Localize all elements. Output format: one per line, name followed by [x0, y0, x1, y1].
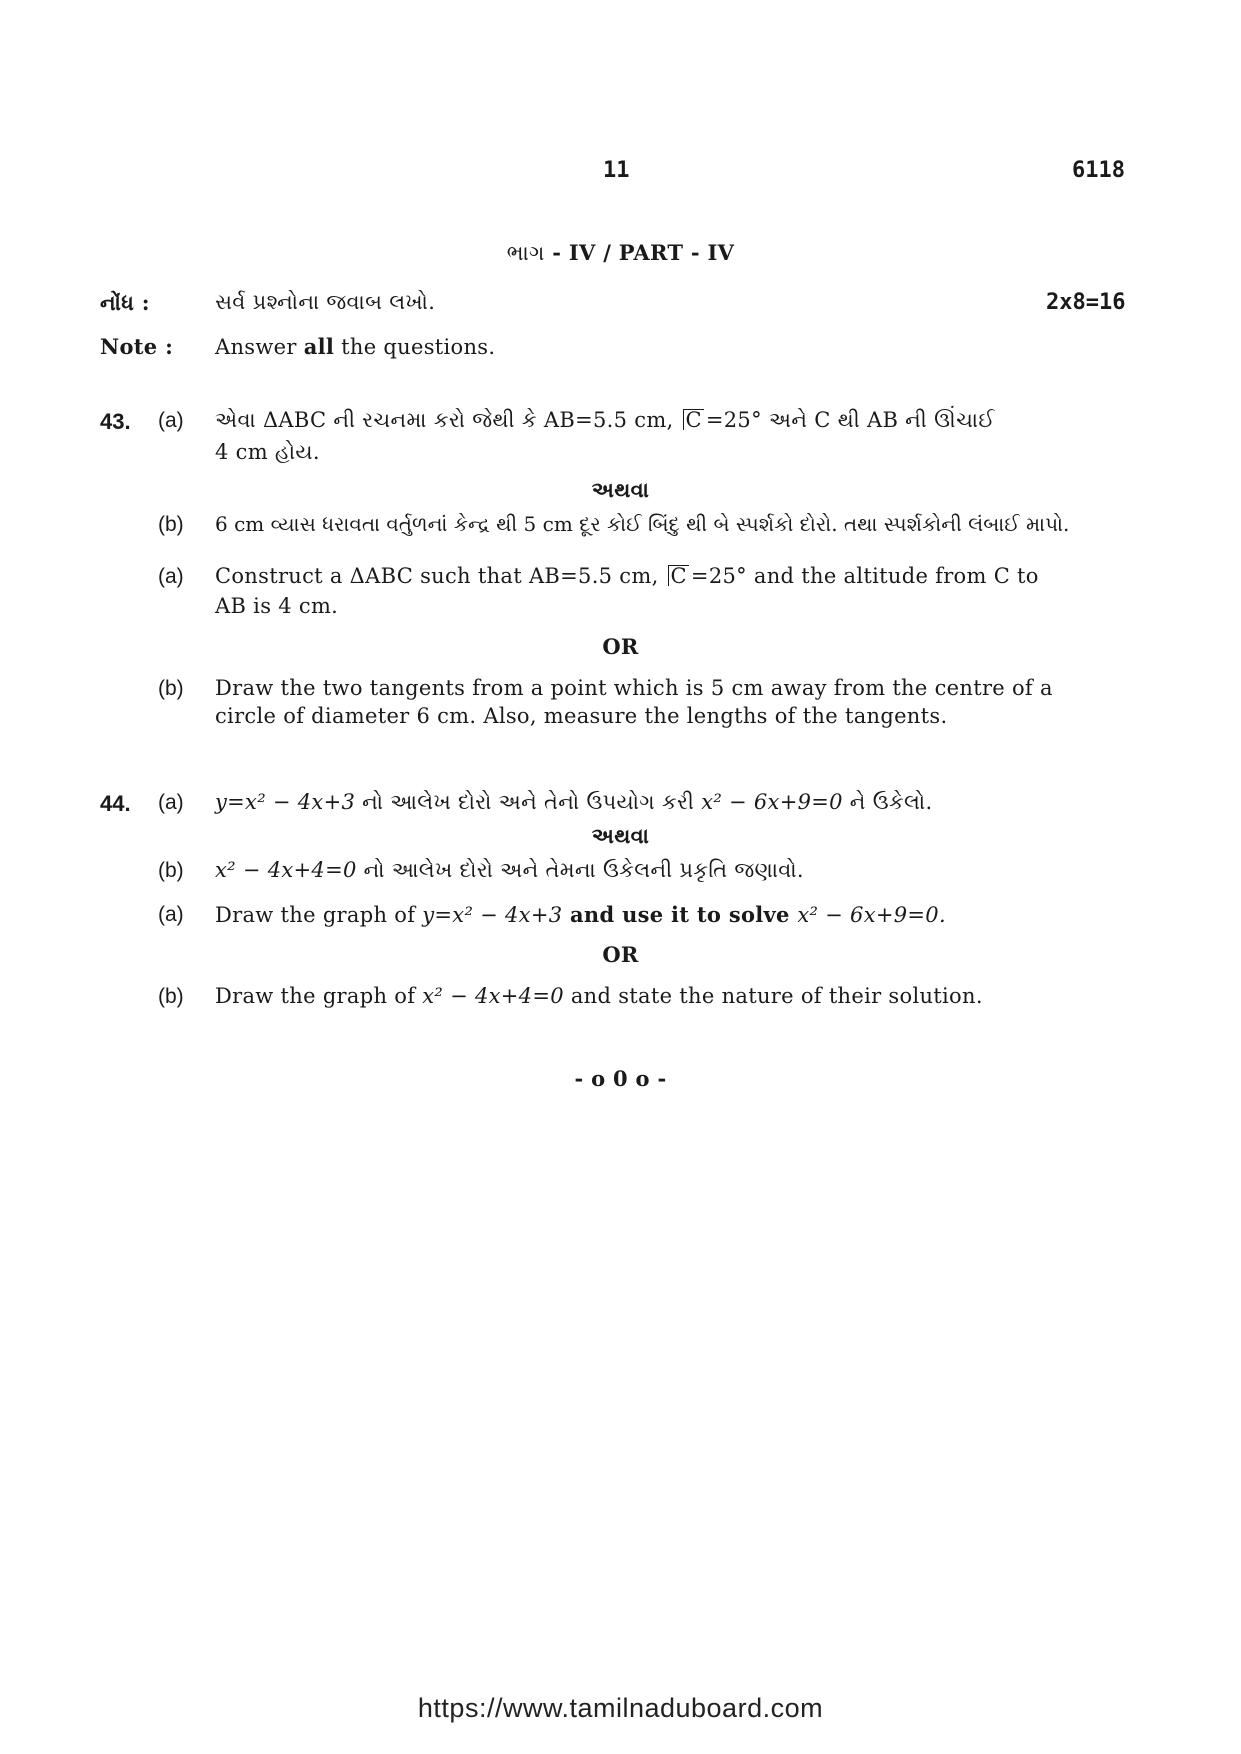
q44-gu-a-eq2: x² − 6x+9=0 — [701, 790, 843, 814]
q44-gu-a-text — [215, 790, 932, 815]
note-label-en: Note : — [100, 334, 174, 359]
q43-en-a-line1-pre: Construct a ΔABC such that AB=5.5 cm, — [215, 564, 659, 588]
paper-code: 6118 — [1072, 158, 1125, 183]
q44-gu-b-text — [215, 858, 804, 883]
q44-en-a-eq2: x² − 6x+9=0. — [797, 903, 946, 927]
note-text-gu: સર્વ પ્રશ્નોના જવાબ લખો. — [215, 290, 436, 314]
q43-en-a-label: (a) — [158, 565, 184, 588]
q44-gu-a-mid: નો આલેખ દોરો અને તેનો ઉપયોગ કરી — [355, 790, 702, 814]
angle-symbol: C — [668, 565, 689, 586]
q44-en-b-eq: x² − 4x+4=0 — [422, 984, 564, 1008]
q43-gu-a-line2: 4 cm હોય. — [215, 440, 320, 464]
q44-en-a-text — [215, 902, 946, 927]
end-mark: - o 0 o - — [574, 1066, 667, 1091]
q43-gu-b-label: (b) — [158, 513, 184, 536]
page-number: 11 — [603, 158, 630, 183]
q43-en-b-line1: Draw the two tangents from a point which is 5 cm away from the centre of a — [215, 676, 1053, 700]
q43-en-a-line1-post: =25° and the altitude from C to — [690, 564, 1039, 588]
q43-en-b-label: (b) — [158, 677, 184, 700]
q43-en-a-line1 — [215, 564, 1039, 588]
q43-gu-a-line1-pre: એવા ΔABC ની રચનમા કરો જેથી કે AB=5.5 cm, — [215, 408, 674, 432]
question-number-44: 44. — [100, 791, 131, 816]
q44-gu-a-label: (a) — [158, 791, 184, 814]
q43-gu-or: અથવા — [591, 477, 650, 502]
section-title-gu: ભાગ — [506, 241, 545, 265]
q43-gu-a-line1 — [215, 408, 995, 433]
q43-en-or: OR — [602, 634, 639, 659]
note-text-en-bold: all — [303, 334, 335, 359]
q43-gu-b-text: 6 cm વ્યાસ ધરાવતા વર્તુળનાં કેન્દ્ર થી 5 cm દૂર કોઈ બિંદુ થી બે સ્પર્શકો દોરો. તથા સ્પર્શકોની લંબાઈ માપો. — [215, 512, 1070, 536]
q43-en-a-line2: AB is 4 cm. — [215, 594, 339, 618]
q43-gu-a-line1-post: =25° અને C થી AB ની ઊંચાઈ — [705, 408, 995, 432]
q43-en-b-line2: circle of diameter 6 cm. Also, measure the lengths of the tangents. — [215, 704, 948, 728]
section-title-part: - IV / PART - IV — [544, 240, 735, 265]
q44-gu-a-end: ને ઉકેલો. — [842, 790, 933, 814]
q43-gu-a-label: (a) — [158, 409, 184, 432]
q44-en-b-post: and state the nature of their solution. — [563, 984, 983, 1008]
q44-en-a-pre: Draw the graph of — [215, 903, 423, 927]
q44-en-a-eq1: y=x² − 4x+3 — [422, 903, 563, 927]
question-number-43: 43. — [100, 409, 131, 434]
q44-gu-b-eq: x² − 4x+4=0 — [215, 858, 357, 882]
q44-gu-b-label: (b) — [158, 859, 184, 882]
marks-allocation: 2x8=16 — [1046, 290, 1126, 315]
note-text-en — [215, 334, 495, 359]
note-text-en-post: the questions. — [334, 335, 496, 359]
q44-en-b-text — [215, 984, 983, 1008]
q44-en-a-label: (a) — [158, 903, 184, 926]
note-label-gu: નોંધ : — [100, 290, 150, 315]
note-text-en-pre: Answer — [215, 335, 304, 359]
q44-en-b-pre: Draw the graph of — [215, 984, 423, 1008]
q44-gu-or: અથવા — [591, 823, 650, 848]
q44-en-a-mid: and use it to solve — [562, 902, 798, 927]
angle-symbol: C — [683, 409, 704, 430]
q44-en-or: OR — [602, 942, 639, 967]
q44-gu-a-eq1: y=x² − 4x+3 — [215, 790, 356, 814]
q44-gu-b-rest: નો આલેખ દોરો અને તેમના ઉકેલની પ્રકૃતિ જણાવો. — [356, 858, 804, 882]
footer-url[interactable]: https://www.tamilnaduboard.com — [417, 1693, 824, 1723]
section-title — [0, 240, 1241, 266]
q44-en-b-label: (b) — [158, 985, 184, 1008]
